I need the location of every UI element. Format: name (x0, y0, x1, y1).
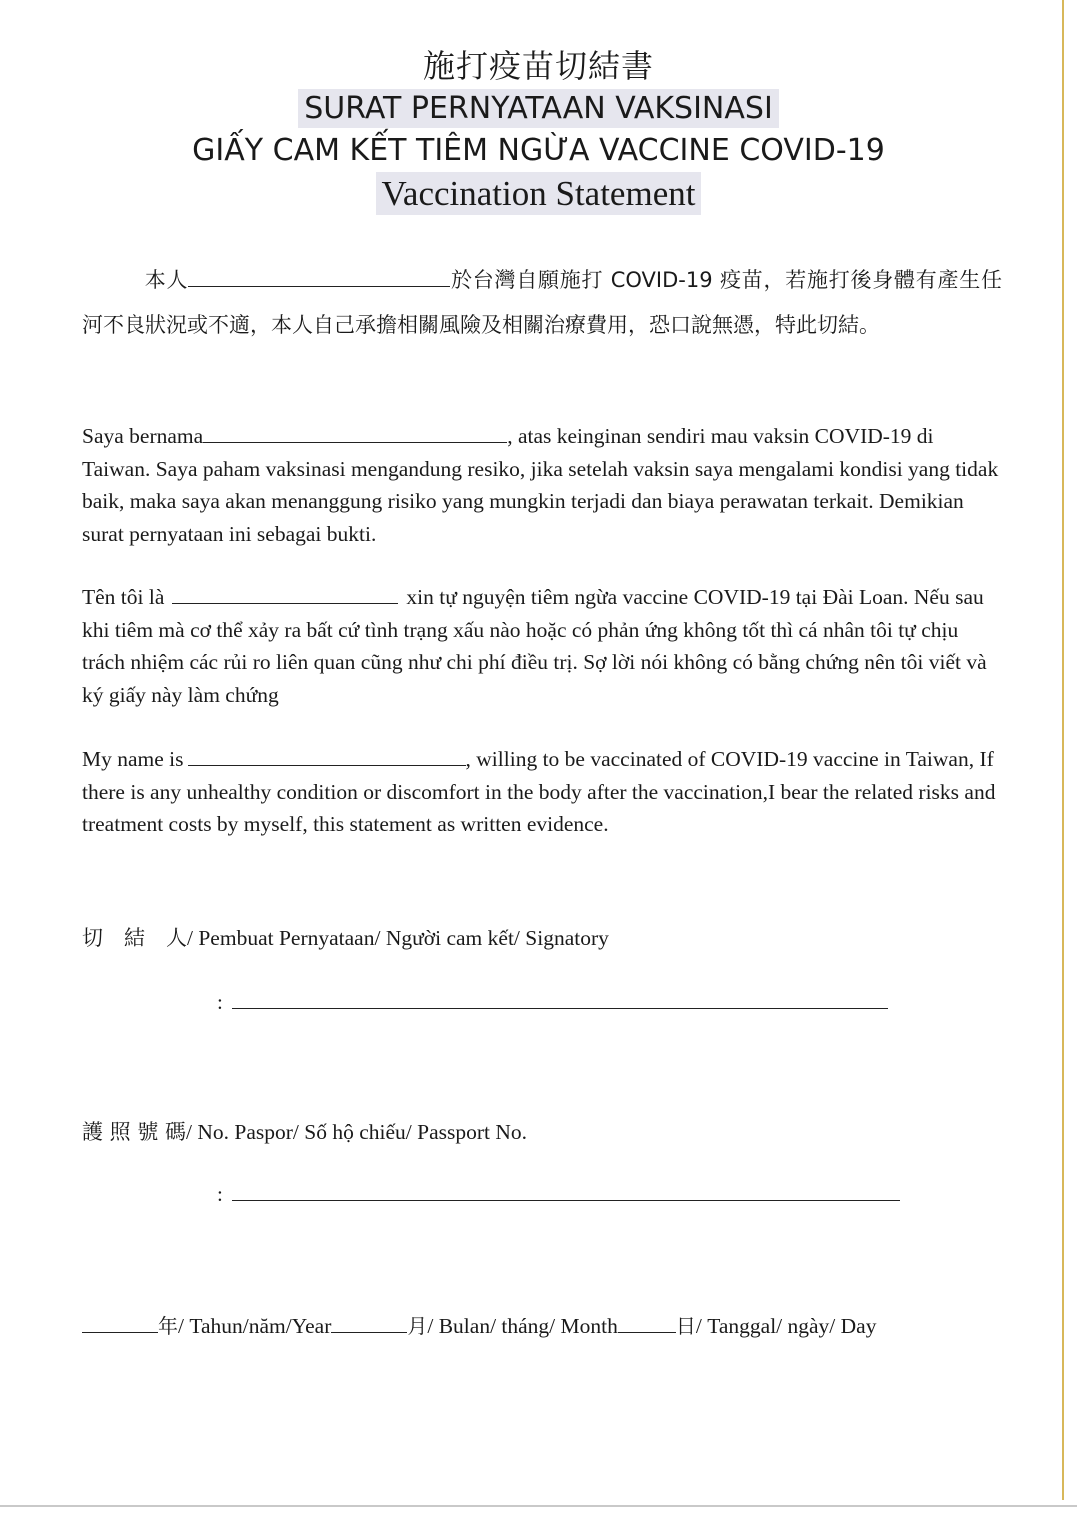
statement-chinese-body: 於台灣自願施打 COVID-19 疫苗，若施打後身體有產生任河不良狀況或不適，本人自己承擔相關風險及相關治療費用，恐口說無憑，特此切結。 (82, 268, 1003, 337)
year-label-chinese: 年 (158, 1314, 178, 1338)
statement-indonesian (82, 420, 1002, 550)
statement-english-prefix: My name is (82, 747, 184, 771)
statement-english (82, 743, 1002, 841)
statement-vietnamese (82, 581, 1002, 711)
day-blank[interactable] (618, 1312, 676, 1333)
signatory-field (217, 990, 223, 1015)
statement-vietnamese-body: xin tự nguyện tiêm ngừa vaccine COVID-19 tại Đài Loan. Nếu sau khi tiêm mà cơ thể xảy ra bất cứ tình trạng xấu nào hoặc có phản ứng không tốt thì cá nhân tôi tự chịu trách nhiệm các rủi ro liên quan cũng như chi phí điều trị. Sợ lời nói không có bằng chứng nên tôi viết và ký giấy này làm chứng (82, 585, 987, 707)
month-label-chinese: 月 (407, 1314, 428, 1338)
name-blank-indonesian[interactable] (203, 424, 507, 443)
signatory-line[interactable] (232, 1008, 888, 1009)
day-label: / Tanggal/ ngày/ Day (695, 1314, 877, 1338)
signatory-colon: : (217, 990, 223, 1014)
title-vietnamese: GIẤY CAM KẾT TIÊM NGỪA VACCINE COVID-19 (192, 133, 885, 168)
year-label: / Tahun/năm/Year (178, 1314, 332, 1338)
title-indonesian (0, 91, 1077, 126)
signatory-label (82, 922, 609, 952)
passport-field (217, 1182, 223, 1207)
passport-label (82, 1116, 527, 1146)
title-chinese: 施打疫苗切結書 (422, 47, 654, 85)
statement-indonesian-prefix: Saya bernama (82, 424, 204, 448)
title-english-text: Vaccination Statement (376, 172, 702, 215)
statement-chinese (82, 258, 1002, 348)
day-label-chinese: 日 (675, 1314, 696, 1338)
passport-label-chinese: 護 照 號 碼 (82, 1120, 187, 1144)
name-blank-chinese[interactable] (188, 268, 450, 287)
date-row (82, 1310, 876, 1339)
title-english (0, 176, 1077, 211)
month-label: / Bulan/ tháng/ Month (427, 1314, 618, 1338)
month-blank[interactable] (331, 1312, 407, 1333)
statement-vietnamese-prefix: Tên tôi là (82, 585, 165, 609)
passport-label-text: / No. Paspor/ Số hộ chiếu/ Passport No. (186, 1120, 528, 1144)
passport-line[interactable] (232, 1200, 900, 1201)
signatory-label-chinese: 切 結 人 (82, 926, 187, 950)
statement-chinese-prefix: 本人 (144, 268, 189, 292)
year-blank[interactable] (82, 1312, 158, 1333)
page-edge-right (1062, 0, 1064, 1500)
statement-english-body: , willing to be vaccinated of COVID-19 vaccine in Taiwan, If there is any unhealthy condition or discomfort in the body after the vaccination,I bear the related risks and treatment costs by myself, this statement as written evidence. (82, 747, 996, 836)
name-blank-vietnamese[interactable] (172, 585, 398, 604)
name-blank-english[interactable] (188, 747, 466, 766)
page-edge-bottom (0, 1505, 1077, 1507)
signatory-label-text: / Pembuat Pernyataan/ Người cam kết/ Signatory (187, 926, 609, 950)
title-indonesian-text: SURAT PERNYATAAN VAKSINASI (298, 89, 779, 128)
statement-indonesian-body: , atas keinginan sendiri mau vaksin COVID-19 di Taiwan. Saya paham vaksinasi mengandung resiko, jika setelah vaksin saya mengalami kondisi yang tidak baik, maka saya akan menanggung risiko yang mungkin terjadi dan biaya perawatan terkait. Demikian surat pernyataan ini sebagai bukti. (82, 424, 999, 546)
passport-colon: : (217, 1182, 223, 1206)
